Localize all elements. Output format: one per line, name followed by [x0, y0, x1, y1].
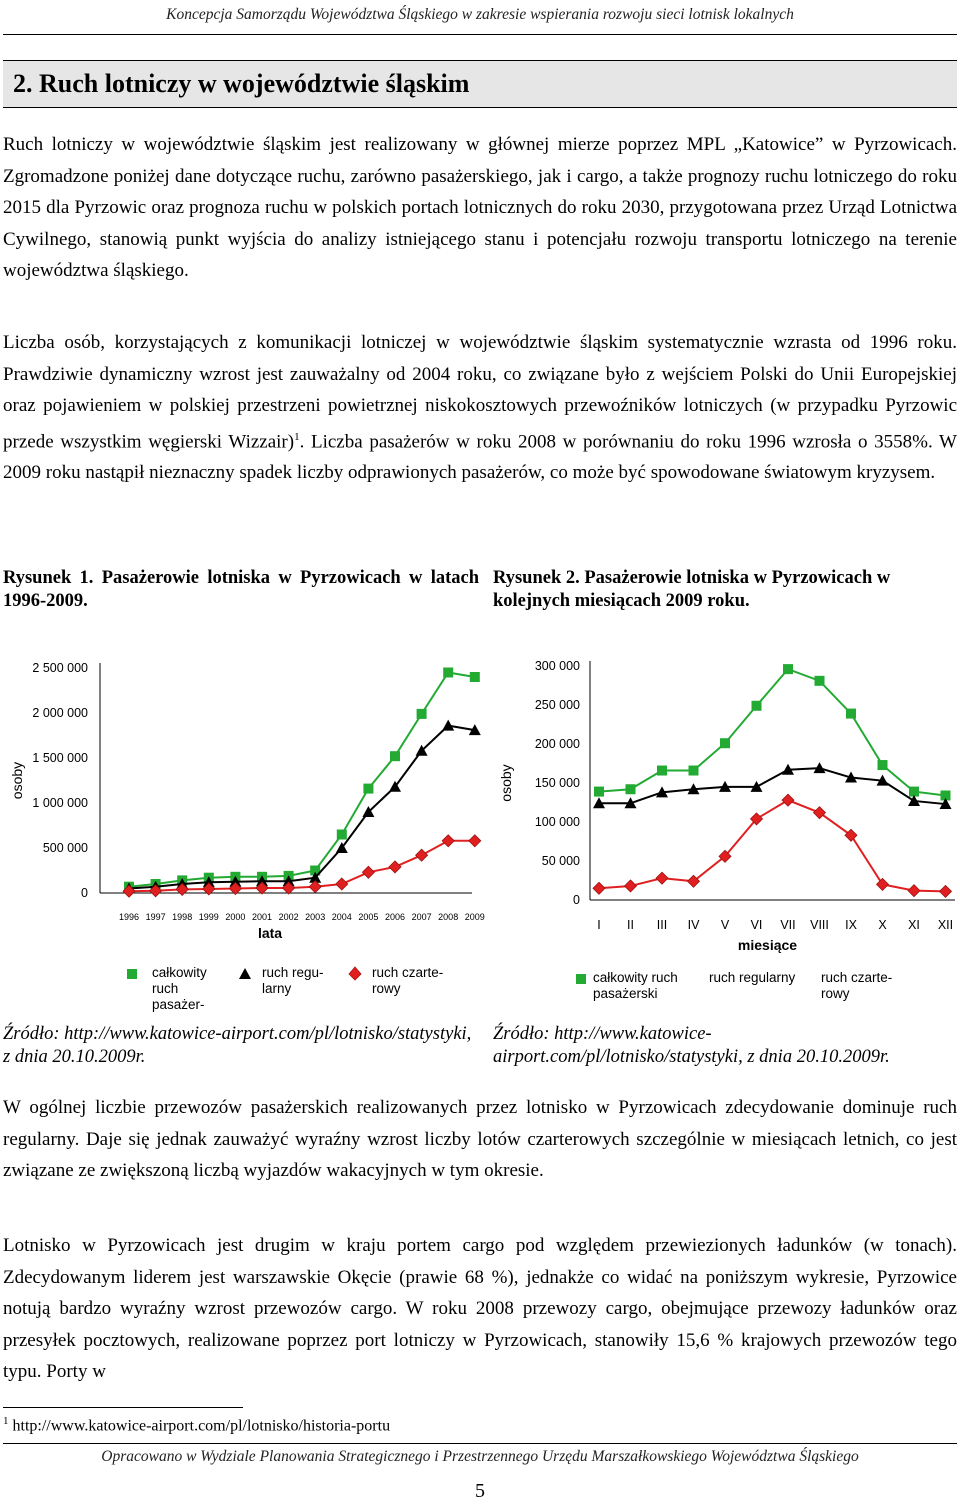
data-point	[720, 738, 730, 748]
paragraph-passenger-growth-text-b: . Liczba pasażerów w roku 2008 w porównaniu do roku 1996 wzrosła o 3558%. W 2009 roku nastąpił nieznaczny spadek liczby odprawionych pasażerów, co może być spowodowane światowym kryzysem.	[3, 430, 957, 484]
x-tick-label: IX	[845, 918, 857, 932]
data-point	[469, 835, 481, 847]
y-axis-title: osoby	[9, 761, 25, 800]
x-tick-label: VIII	[810, 918, 829, 932]
footer-rule	[3, 1443, 957, 1444]
x-tick-label: 2007	[411, 912, 432, 922]
data-point	[336, 878, 348, 890]
data-point	[657, 766, 667, 776]
series-line	[599, 800, 946, 891]
data-point	[443, 668, 453, 678]
x-tick-label: 1999	[198, 912, 219, 922]
data-point	[417, 709, 427, 719]
y-tick-label: 100 000	[534, 815, 580, 829]
data-point	[442, 720, 454, 731]
x-tick-label: III	[656, 918, 668, 932]
x-tick-label: 1998	[172, 912, 193, 922]
x-tick-label: 2003	[305, 912, 326, 922]
paragraph-passenger-growth-text-a: Liczba osób, korzystających z komunikacji lotniczej w województwie śląskim systematycznie wzrasta od 1996 roku. Prawdziwie dynamiczny wzrost jest zauważalny od 2004 roku, co związane było z wejściem Polski do Unii Europejskiej oraz pojawieniem w polskiej przestrzeni powietrznej niskokosztowych przewoźników lotniczych (w przypadku Pyrzowic przede wszystkim węgierski Wizzair)	[3, 332, 957, 452]
y-tick-label: 300 000	[534, 659, 580, 673]
footnote-number: 1	[3, 1415, 9, 1427]
page-number: 5	[475, 1480, 485, 1502]
legend-label-charter: ruch czarte-rowy	[821, 970, 893, 1001]
legend-label-total: całkowity ruch pasażerski	[593, 970, 678, 1001]
x-tick-label: V	[720, 918, 730, 932]
y-tick-label: 0	[573, 893, 580, 907]
footnote-rule	[3, 1407, 243, 1408]
x-tick-label: 2009	[464, 912, 485, 922]
x-axis-title: miesiące	[737, 937, 798, 953]
data-point	[362, 866, 374, 878]
data-point	[782, 794, 794, 806]
running-footer: Opracowano w Wydziale Planowania Strategicznego i Przestrzennego Urzędu Marszałkowskiego Województwa Śląskiego	[101, 1448, 859, 1465]
data-point	[416, 849, 428, 861]
x-tick-label: XII	[937, 918, 954, 932]
legend-label-regular: ruch regu-larny	[262, 965, 324, 996]
y-tick-label: 500 000	[42, 841, 88, 855]
section-title: 2. Ruch lotniczy w województwie śląskim	[13, 69, 470, 98]
x-tick-label: 2004	[331, 912, 352, 922]
chart-yearly-passengers	[0, 648, 485, 953]
data-point	[908, 885, 920, 897]
data-point	[625, 880, 637, 892]
series-line	[599, 669, 946, 795]
paragraph-passenger-growth	[3, 327, 957, 489]
x-tick-label: II	[627, 918, 634, 932]
y-tick-label: 2 000 000	[32, 706, 88, 720]
data-point	[470, 672, 480, 682]
figure2-legend	[575, 970, 960, 1010]
paragraph-regular-traffic: W ogólnej liczbie przewozów pasażerskich realizowanych przez lotnisko w Pyrzowicach zdecydowanie dominuje ruch regularny. Daje się jednak zauważyć wyraźny wzrost liczby lotów czarterowych szczególnie w miesiącach letnich, co jest związane ze zwiększoną liczbą wyjazdów wakacyjnych w tym okresie.	[3, 1097, 957, 1181]
chart-monthly-passengers	[490, 648, 960, 963]
x-tick-label: 2005	[358, 912, 379, 922]
x-tick-label: 2002	[278, 912, 299, 922]
figure1-legend	[120, 965, 480, 1025]
y-tick-label: 0	[81, 886, 88, 900]
green-square-marker-icon	[575, 973, 587, 985]
figure2-caption: Rysunek 2. Pasażerowie lotniska w Pyrzowicach w kolejnych miesiącach 2009 roku.	[493, 568, 891, 611]
y-tick-label: 250 000	[534, 698, 580, 712]
data-point	[363, 784, 373, 794]
data-point	[389, 861, 401, 873]
footnote	[3, 1415, 390, 1435]
x-tick-label: IV	[687, 918, 700, 932]
x-tick-label: I	[597, 918, 601, 932]
data-point	[594, 787, 604, 797]
legend-label-charter: ruch czarte-rowy	[372, 965, 444, 996]
x-tick-label: VI	[750, 918, 763, 932]
header-rule	[3, 34, 957, 35]
data-point	[593, 882, 605, 894]
data-point	[940, 885, 952, 897]
x-tick-label: 2000	[225, 912, 246, 922]
y-tick-label: 50 000	[541, 854, 580, 868]
x-tick-label: 2008	[438, 912, 459, 922]
green-square-marker-icon	[126, 968, 138, 980]
y-tick-label: 2 500 000	[32, 661, 88, 675]
data-point	[878, 760, 888, 770]
x-tick-label: 1997	[145, 912, 166, 922]
y-tick-label: 150 000	[534, 776, 580, 790]
y-tick-label: 200 000	[534, 737, 580, 751]
legend-label-regular: ruch regularny	[709, 970, 796, 985]
x-tick-label: 1996	[118, 912, 140, 922]
data-point	[783, 664, 793, 674]
red-diamond-marker-icon	[348, 967, 362, 981]
x-tick-label: XI	[908, 918, 920, 932]
data-point	[390, 751, 400, 761]
data-point	[815, 676, 825, 686]
data-point	[656, 872, 668, 884]
data-point	[877, 878, 889, 890]
data-point	[752, 701, 762, 711]
x-tick-label: 2006	[384, 912, 406, 922]
legend-label-total: całkowity ruch pasażer-	[152, 965, 207, 1012]
x-tick-label: 2001	[251, 912, 273, 922]
data-point	[846, 709, 856, 719]
section-title-bar	[3, 60, 957, 108]
x-tick-label: X	[878, 918, 887, 932]
x-tick-label: VII	[780, 918, 796, 932]
black-triangle-marker-icon	[238, 968, 252, 980]
figure2-source: Źródło: http://www.katowice-airport.com/pl/lotnisko/statystyki, z dnia 20.10.2009r.	[493, 1024, 890, 1067]
x-axis-title: lata	[257, 925, 283, 941]
data-point	[689, 766, 699, 776]
paragraph-intro: Ruch lotniczy w województwie śląskim jest realizowany w głównej mierze poprzez MPL „Katowice” w Pyrzowicach. Zgromadzone poniżej dane dotyczące ruchu, zarówno pasażerskiego, jak i cargo, a także prognozy ruchu lotniczego do roku 2015 dla Pyrzowic oraz prognoza ruchu w polskich portach lotnicznych do roku 2030, przygotowana przez Urząd Lotnictwa Cywilnego, stanowią punkt wyjścia do analizy istniejącego stanu i potencjału rozwoju transportu lotniczego na terenie województwa śląskiego.	[3, 134, 957, 281]
y-tick-label: 1 000 000	[32, 796, 88, 810]
running-header: Koncepcja Samorządu Województwa Śląskiego w zakresie wspierania rozwoju sieci lotnisk lokalnych	[166, 6, 794, 23]
figure1-caption: Rysunek 1. Pasażerowie lotniska w Pyrzowicach w latach 1996-2009.	[3, 568, 479, 611]
footnote-reference: 1	[294, 430, 300, 443]
paragraph-cargo: Lotnisko w Pyrzowicach jest drugim w kraju portem cargo pod względem przewiezionych ładunków (w tonach). Zdecydowanym liderem jest warszawskie Okęcie (prawie 68 %), jednakże co widać na poniższym wykresie, Pyrzowice notują bardzo wyraźny wzrost przewozów cargo. W roku 2008 przewozy cargo, obejmujące przewozy ładunków oraz przesyłek pocztowych, realizowane poprzez port lotniczy w Pyrzowicach, stanowiły 15,6 % krajowych przewozów tego typu. Porty w	[3, 1235, 957, 1382]
data-point	[337, 830, 347, 840]
footnote-text: http://www.katowice-airport.com/pl/lotnisko/historia-portu	[8, 1417, 391, 1435]
data-point	[442, 835, 454, 847]
figure1-source: Źródło: http://www.katowice-airport.com/pl/lotnisko/statystyki, z dnia 20.10.2009r.	[3, 1024, 472, 1067]
data-point	[626, 784, 636, 794]
y-axis-title: osoby	[498, 764, 514, 802]
y-tick-label: 1 500 000	[32, 751, 88, 765]
